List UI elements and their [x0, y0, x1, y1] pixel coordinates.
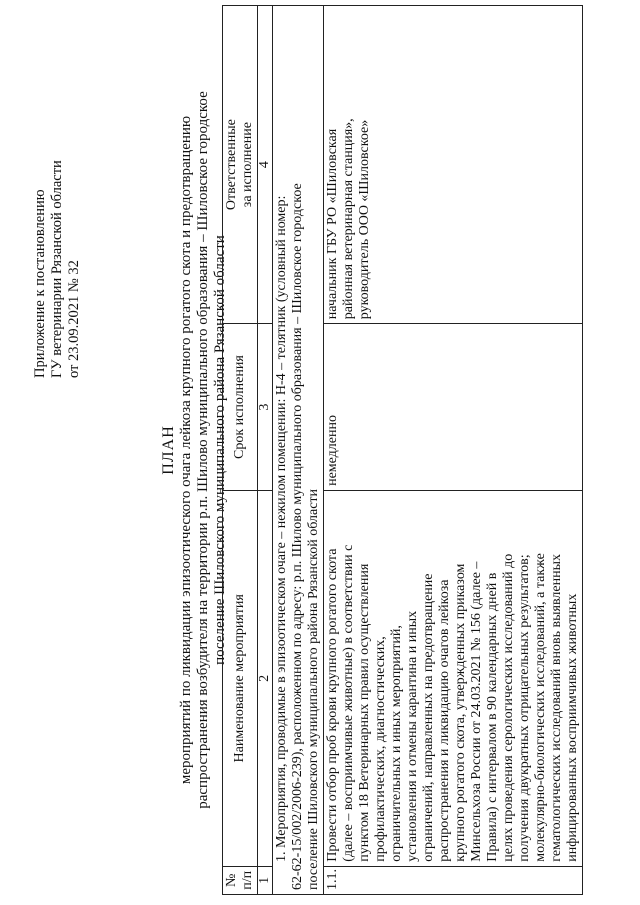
responsible-line: руководитель ООО «Шиловское» [357, 119, 372, 320]
column-number: 1 [258, 866, 273, 894]
measure-line: ограничений, направленных на предотвращение [421, 573, 436, 862]
measure-line: (далее – восприимчивые животные) в соответствии с [341, 544, 356, 862]
column-number-row [258, 6, 273, 895]
section-line-2: 62-62-15/002/2006-239), расположенном по адресу: р.п. Шилово муниципального образования – Шиловское городское [290, 183, 305, 890]
section-title [273, 6, 324, 895]
measure-line: гематологических исследований вновь выявленных [549, 554, 564, 862]
header-responsible [223, 6, 258, 324]
measure-line: крупного рогатого скота, утвержденных приказом [453, 563, 468, 862]
responsible-line: районная ветеринарная станция», [341, 118, 356, 320]
measure-line: Минсельхоза России от 24.03.2021 № 156 (далее – [469, 561, 484, 862]
document-title [160, 55, 229, 845]
measure-line: молекулярно-биологических исследований, а также [533, 553, 548, 862]
measure-line: распространения и ликвидацию очагов лейкоза [437, 579, 452, 862]
header-responsible-line-2: за исполнение [240, 122, 255, 208]
row-responsible [324, 6, 583, 324]
table-header-row [223, 6, 258, 895]
header-responsible-line-1: Ответственные [224, 119, 239, 211]
measure-line: ограничительных и иных мероприятий, [389, 625, 404, 862]
column-number: 2 [258, 490, 273, 866]
title-line-1: мероприятий по ликвидации эпизоотического очага лейкоза крупного рогатого скота и предотвращению [178, 115, 194, 785]
table-row [324, 6, 583, 895]
measure-line: Правила) с интервалом в 90 календарных дней в [485, 572, 500, 862]
section-row [273, 6, 324, 895]
measure-line: пунктом 18 Ветеринарных правил осуществления [357, 563, 372, 862]
measure-line: получения двукратных отрицательных результатов; [517, 554, 532, 862]
row-term: немедленно [324, 324, 583, 491]
row-measure [324, 490, 583, 866]
column-number: 3 [258, 324, 273, 491]
row-number: 1.1. [324, 866, 583, 894]
section-line-3: поселение Шиловского муниципального района Рязанской области [306, 488, 321, 890]
measure-line: Провести отбор проб крови крупного рогатого скота [325, 548, 340, 862]
measure-line: целях проведения серологических исследований до [501, 553, 516, 862]
appendix-line-1: Приложение к постановлению [32, 189, 48, 378]
title-line-3: поселение Шиловского муниципального района Рязанской области [212, 235, 228, 665]
title-line-2: распространения возбудителя на территории р.п. Шилово муниципального образования – Шиловское городское [195, 91, 211, 809]
plan-table [222, 5, 583, 895]
appendix-line-3: от 23.09.2021 № 32 [66, 260, 82, 378]
measure-line: установления и отмены карантина и иных [405, 610, 420, 862]
header-name: Наименование мероприятия [223, 490, 258, 866]
measure-line: профилактических, диагностических, [373, 636, 388, 862]
section-line-1: 1. Мероприятия, проводимые в эпизоотическом очаге – нежилом помещении: Н-4 – телятник (условный номер: [274, 195, 289, 862]
column-number: 4 [258, 6, 273, 324]
responsible-line: начальник ГБУ РО «Шиловская [325, 128, 340, 320]
title-heading: ПЛАН [160, 425, 177, 475]
measure-line: инфицированных восприимчивых животных [565, 593, 580, 862]
appendix-line-2: ГУ ветеринарии Рязанской области [49, 160, 65, 378]
appendix-note [32, 18, 83, 378]
header-num: № п/п [223, 866, 258, 894]
header-term: Срок исполнения [223, 324, 258, 491]
